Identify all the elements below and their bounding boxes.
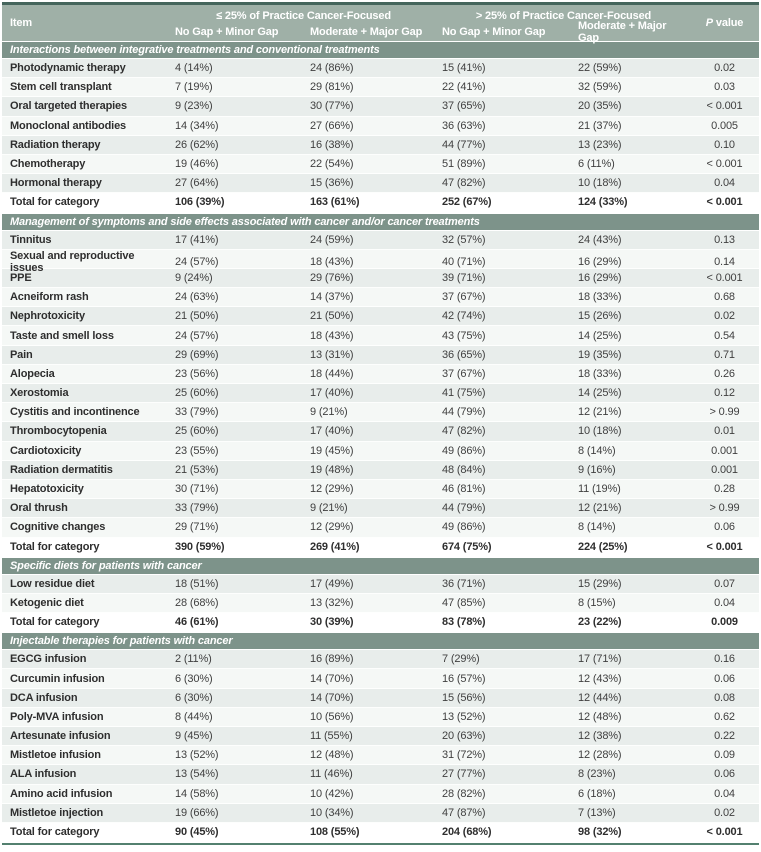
table-row [2, 650, 759, 669]
column-header-gt25-nogap: No Gap + Minor Gap [442, 26, 546, 38]
gt25-nogap-cell: 252 (67%) [442, 196, 492, 209]
gt25-modmajor-cell: 18 (33%) [578, 291, 622, 304]
gt25-modmajor-cell: 8 (14%) [578, 521, 616, 534]
le25-nogap-cell: 25 (60%) [175, 425, 219, 438]
gt25-modmajor-cell: 9 (16%) [578, 463, 616, 476]
le25-nogap-cell: 19 (66%) [175, 806, 219, 819]
le25-modmajor-cell: 269 (41%) [310, 540, 360, 553]
pvalue-cell: 0.001 [711, 444, 738, 457]
le25-nogap-cell: 13 (52%) [175, 749, 219, 762]
table-row [2, 765, 759, 784]
le25-nogap-cell: 27 (64%) [175, 177, 219, 190]
table-row [2, 499, 759, 518]
item-cell: PPE [10, 271, 32, 284]
pvalue-cell: 0.10 [714, 138, 735, 151]
le25-nogap-cell: 7 (19%) [175, 81, 213, 94]
table-row [2, 346, 759, 365]
gt25-modmajor-cell: 14 (25%) [578, 387, 622, 400]
pvalue-italic-p: P [705, 17, 713, 29]
table-row [2, 97, 759, 116]
le25-nogap-cell: 14 (58%) [175, 787, 219, 800]
gt25-modmajor-cell: 16 (29%) [578, 271, 622, 284]
table-row [2, 689, 759, 708]
table-row [2, 78, 759, 97]
item-cell: Oral thrush [10, 502, 68, 515]
pvalue-cell: < 0.001 [706, 100, 743, 113]
item-cell: EGCG infusion [10, 653, 87, 666]
le25-modmajor-cell: 9 (21%) [310, 406, 348, 419]
item-cell: Total for category [10, 540, 100, 553]
pvalue-cell: 0.06 [714, 672, 735, 685]
item-cell: Xerostomia [10, 387, 69, 400]
gt25-nogap-cell: 46 (81%) [442, 483, 486, 496]
le25-nogap-cell: 18 (51%) [175, 577, 219, 590]
item-cell: Chemotherapy [10, 158, 86, 171]
le25-modmajor-cell: 24 (86%) [310, 62, 354, 75]
le25-nogap-cell: 46 (61%) [175, 616, 219, 629]
pvalue-cell: 0.28 [714, 483, 735, 496]
le25-nogap-cell: 29 (71%) [175, 521, 219, 534]
le25-modmajor-cell: 14 (37%) [310, 291, 354, 304]
gt25-nogap-cell: 36 (71%) [442, 577, 486, 590]
item-cell: Radiation dermatitis [10, 463, 113, 476]
le25-modmajor-cell: 24 (59%) [310, 233, 354, 246]
pvalue-cell: 0.14 [714, 255, 735, 268]
table-row [2, 365, 759, 384]
le25-nogap-cell: 6 (30%) [175, 691, 213, 704]
column-header-item: Item [10, 17, 33, 29]
le25-modmajor-cell: 12 (29%) [310, 483, 354, 496]
item-cell: Total for category [10, 196, 100, 209]
pvalue-cell: 0.22 [714, 730, 735, 743]
le25-modmajor-cell: 19 (48%) [310, 463, 354, 476]
pvalue-cell: 0.13 [714, 233, 735, 246]
pvalue-cell: 0.02 [714, 806, 735, 819]
le25-modmajor-cell: 13 (32%) [310, 596, 354, 609]
gt25-nogap-cell: 15 (56%) [442, 691, 486, 704]
le25-nogap-cell: 9 (24%) [175, 271, 213, 284]
table-row [2, 613, 759, 632]
gt25-modmajor-cell: 12 (28%) [578, 749, 622, 762]
gt25-modmajor-cell: 15 (26%) [578, 310, 622, 323]
le25-modmajor-cell: 21 (50%) [310, 310, 354, 323]
gt25-modmajor-cell: 24 (43%) [578, 233, 622, 246]
le25-modmajor-cell: 10 (34%) [310, 806, 354, 819]
pvalue-cell: < 0.001 [706, 540, 743, 553]
pvalue-cell: 0.71 [714, 348, 735, 361]
table-row [2, 785, 759, 804]
le25-nogap-cell: 14 (34%) [175, 119, 219, 132]
pvalue-cell: 0.04 [714, 596, 735, 609]
le25-nogap-cell: 26 (62%) [175, 138, 219, 151]
item-cell: Nephrotoxicity [10, 310, 85, 323]
gt25-nogap-cell: 47 (87%) [442, 806, 486, 819]
gt25-nogap-cell: 49 (86%) [442, 444, 486, 457]
gt25-nogap-cell: 20 (63%) [442, 730, 486, 743]
column-header-le25-nogap: No Gap + Minor Gap [175, 26, 279, 38]
le25-modmajor-cell: 10 (42%) [310, 787, 354, 800]
le25-modmajor-cell: 11 (46%) [310, 768, 353, 781]
le25-nogap-cell: 21 (50%) [175, 310, 219, 323]
gt25-modmajor-cell: 11 (19%) [578, 483, 621, 496]
table-header [2, 5, 759, 44]
pvalue-cell: 0.09 [714, 749, 735, 762]
gt25-nogap-cell: 28 (82%) [442, 787, 486, 800]
le25-nogap-cell: 23 (56%) [175, 367, 219, 380]
le25-nogap-cell: 29 (69%) [175, 348, 219, 361]
pvalue-cell: 0.005 [711, 119, 738, 132]
table-row [2, 117, 759, 136]
table-row [2, 823, 759, 842]
le25-modmajor-cell: 22 (54%) [310, 158, 354, 171]
gt25-modmajor-cell: 10 (18%) [578, 177, 622, 190]
gt25-nogap-cell: 43 (75%) [442, 329, 486, 342]
le25-modmajor-cell: 16 (38%) [310, 138, 354, 151]
item-cell: Mistletoe infusion [10, 749, 101, 762]
le25-modmajor-cell: 11 (55%) [310, 730, 353, 743]
le25-modmajor-cell: 17 (40%) [310, 387, 354, 400]
table-row [2, 804, 759, 823]
gt25-nogap-cell: 47 (82%) [442, 425, 486, 438]
gt25-nogap-cell: 49 (86%) [442, 521, 486, 534]
le25-modmajor-cell: 29 (81%) [310, 81, 354, 94]
item-cell: ALA infusion [10, 768, 77, 781]
le25-modmajor-cell: 18 (43%) [310, 329, 354, 342]
item-cell: Cystitis and incontinence [10, 406, 140, 419]
gt25-modmajor-cell: 32 (59%) [578, 81, 622, 94]
le25-nogap-cell: 9 (23%) [175, 100, 213, 113]
section-header [2, 557, 759, 575]
le25-nogap-cell: 4 (14%) [175, 62, 213, 75]
gt25-modmajor-cell: 8 (23%) [578, 768, 616, 781]
pvalue-cell: 0.68 [714, 291, 735, 304]
gt25-nogap-cell: 39 (71%) [442, 271, 486, 284]
table-row [2, 326, 759, 345]
table-row [2, 288, 759, 307]
gt25-modmajor-cell: 16 (29%) [578, 255, 622, 268]
le25-nogap-cell: 33 (79%) [175, 502, 219, 515]
item-cell: Mistletoe injection [10, 806, 104, 819]
le25-nogap-cell: 19 (46%) [175, 158, 219, 171]
gt25-nogap-cell: 16 (57%) [442, 672, 486, 685]
le25-nogap-cell: 13 (54%) [175, 768, 219, 781]
pvalue-word: value [715, 17, 744, 29]
gt25-modmajor-cell: 12 (38%) [578, 730, 622, 743]
pvalue-cell: < 0.001 [706, 271, 743, 284]
le25-nogap-cell: 8 (44%) [175, 710, 213, 723]
pvalue-cell: < 0.001 [706, 196, 743, 209]
gt25-nogap-cell: 674 (75%) [442, 540, 492, 553]
gt25-nogap-cell: 37 (65%) [442, 100, 486, 113]
section-title: Injectable therapies for patients with cancer [10, 635, 233, 648]
item-cell: Artesunate infusion [10, 730, 111, 743]
le25-modmajor-cell: 30 (77%) [310, 100, 354, 113]
le25-modmajor-cell: 163 (61%) [310, 196, 360, 209]
gt25-nogap-cell: 44 (79%) [442, 406, 486, 419]
gt25-nogap-cell: 36 (63%) [442, 119, 486, 132]
gt25-nogap-cell: 47 (85%) [442, 596, 486, 609]
le25-nogap-cell: 24 (63%) [175, 291, 219, 304]
pvalue-cell: 0.02 [714, 310, 735, 323]
item-cell: Monoclonal antibodies [10, 119, 127, 132]
item-cell: Ketogenic diet [10, 596, 84, 609]
table-row [2, 231, 759, 250]
item-cell: Radiation therapy [10, 138, 101, 151]
gt25-modmajor-cell: 18 (33%) [578, 367, 622, 380]
gt25-modmajor-cell: 12 (44%) [578, 691, 622, 704]
gt25-modmajor-cell: 13 (23%) [578, 138, 622, 151]
item-cell: Taste and smell loss [10, 329, 114, 342]
table-row [2, 384, 759, 403]
gt25-nogap-cell: 7 (29%) [442, 653, 480, 666]
gt25-modmajor-cell: 17 (71%) [578, 653, 622, 666]
le25-modmajor-cell: 9 (21%) [310, 502, 348, 515]
table-row [2, 461, 759, 480]
item-cell: Alopecia [10, 367, 55, 380]
le25-modmajor-cell: 108 (55%) [310, 826, 360, 839]
gt25-modmajor-cell: 14 (25%) [578, 329, 622, 342]
gt25-modmajor-cell: 224 (25%) [578, 540, 628, 553]
gt25-nogap-cell: 41 (75%) [442, 387, 486, 400]
le25-nogap-cell: 9 (45%) [175, 730, 213, 743]
le25-modmajor-cell: 13 (31%) [310, 348, 354, 361]
table-row [2, 269, 759, 288]
item-cell: Tinnitus [10, 233, 52, 246]
item-cell: Thrombocytopenia [10, 425, 107, 438]
pvalue-cell: > 0.99 [709, 406, 740, 419]
le25-modmajor-cell: 14 (70%) [310, 672, 354, 685]
pvalue-cell: 0.26 [714, 367, 735, 380]
gt25-modmajor-cell: 12 (21%) [578, 406, 622, 419]
pvalue-cell: 0.04 [714, 787, 735, 800]
item-cell: Stem cell transplant [10, 81, 112, 94]
gt25-modmajor-cell: 15 (29%) [578, 577, 622, 590]
table-row [2, 480, 759, 499]
gt25-modmajor-cell: 8 (14%) [578, 444, 616, 457]
item-cell: Photodynamic therapy [10, 62, 126, 75]
gt25-nogap-cell: 44 (77%) [442, 138, 486, 151]
le25-nogap-cell: 28 (68%) [175, 596, 219, 609]
gt25-nogap-cell: 51 (89%) [442, 158, 486, 171]
item-cell: DCA infusion [10, 691, 78, 704]
item-cell: Sexual and reproductive issues [10, 249, 135, 274]
gt25-modmajor-cell: 10 (18%) [578, 425, 622, 438]
table-row [2, 249, 759, 274]
table-row [2, 746, 759, 765]
pvalue-cell: 0.02 [714, 62, 735, 75]
gt25-nogap-cell: 37 (67%) [442, 367, 486, 380]
table-bottom-rule [2, 843, 759, 845]
pvalue-cell: < 0.001 [706, 158, 743, 171]
le25-modmajor-cell: 12 (48%) [310, 749, 354, 762]
gt25-nogap-cell: 36 (65%) [442, 348, 486, 361]
le25-modmajor-cell: 10 (56%) [310, 710, 354, 723]
item-cell: Cognitive changes [10, 521, 106, 534]
item-cell: Total for category [10, 826, 100, 839]
le25-modmajor-cell: 16 (89%) [310, 653, 354, 666]
le25-nogap-cell: 25 (60%) [175, 387, 219, 400]
gt25-modmajor-cell: 8 (15%) [578, 596, 616, 609]
gt25-modmajor-cell: 12 (21%) [578, 502, 622, 515]
item-cell: Poly-MVA infusion [10, 710, 104, 723]
gt25-modmajor-cell: 12 (43%) [578, 672, 622, 685]
table-row [2, 708, 759, 727]
gt25-nogap-cell: 47 (82%) [442, 177, 486, 190]
gt25-modmajor-cell: 6 (18%) [578, 787, 616, 800]
table-row [2, 307, 759, 326]
le25-modmajor-cell: 17 (40%) [310, 425, 354, 438]
table-row [2, 575, 759, 594]
gt25-modmajor-cell: 21 (37%) [578, 119, 622, 132]
item-cell: Curcumin infusion [10, 672, 105, 685]
le25-nogap-cell: 2 (11%) [175, 653, 212, 666]
pvalue-cell: 0.62 [714, 710, 735, 723]
gt25-modmajor-cell: 7 (13%) [578, 806, 616, 819]
table-row [2, 59, 759, 78]
pvalue-cell: 0.01 [714, 425, 735, 438]
gt25-nogap-cell: 83 (78%) [442, 616, 486, 629]
table-row [2, 174, 759, 193]
column-header-pvalue [690, 17, 759, 29]
le25-nogap-cell: 90 (45%) [175, 826, 219, 839]
le25-modmajor-cell: 27 (66%) [310, 119, 354, 132]
pvalue-cell: 0.07 [714, 577, 735, 590]
le25-nogap-cell: 21 (53%) [175, 463, 219, 476]
le25-nogap-cell: 17 (41%) [175, 233, 219, 246]
item-cell: Amino acid infusion [10, 787, 113, 800]
le25-nogap-cell: 24 (57%) [175, 329, 219, 342]
pvalue-cell: < 0.001 [706, 826, 743, 839]
item-cell: Hepatotoxicity [10, 483, 84, 496]
le25-modmajor-cell: 18 (44%) [310, 367, 354, 380]
item-cell: Low residue diet [10, 577, 95, 590]
gt25-modmajor-cell: 12 (48%) [578, 710, 622, 723]
table-row [2, 538, 759, 557]
pvalue-cell: 0.08 [714, 691, 735, 704]
table-row [2, 136, 759, 155]
le25-nogap-cell: 24 (57%) [175, 255, 219, 268]
le25-nogap-cell: 6 (30%) [175, 672, 213, 685]
section-title: Interactions between integrative treatments and conventional treatments [10, 44, 380, 56]
le25-nogap-cell: 106 (39%) [175, 196, 225, 209]
section-header [2, 213, 759, 231]
gt25-nogap-cell: 37 (67%) [442, 291, 486, 304]
le25-nogap-cell: 390 (59%) [175, 540, 225, 553]
item-cell: Pain [10, 348, 33, 361]
item-cell: Cardiotoxicity [10, 444, 82, 457]
gt25-nogap-cell: 204 (68%) [442, 826, 492, 839]
pvalue-cell: 0.04 [714, 177, 735, 190]
le25-nogap-cell: 33 (79%) [175, 406, 219, 419]
le25-modmajor-cell: 14 (70%) [310, 691, 354, 704]
table-row [2, 155, 759, 174]
le25-modmajor-cell: 29 (76%) [310, 271, 354, 284]
le25-modmajor-cell: 30 (39%) [310, 616, 354, 629]
column-header-gt25-modmajor: Moderate + Major Gap [578, 20, 667, 44]
le25-modmajor-cell: 15 (36%) [310, 177, 354, 190]
section-header [2, 632, 759, 650]
gt25-nogap-cell: 32 (57%) [442, 233, 486, 246]
table-row [2, 442, 759, 461]
table-row [2, 193, 759, 212]
item-cell: Total for category [10, 616, 100, 629]
gt25-nogap-cell: 15 (41%) [442, 62, 486, 75]
item-cell: Acneiform rash [10, 291, 89, 304]
column-group-gt25-practice: > 25% of Practice Cancer-Focused [475, 10, 652, 22]
column-group-le25-practice: ≤ 25% of Practice Cancer-Focused [216, 10, 391, 22]
le25-modmajor-cell: 17 (49%) [310, 577, 354, 590]
gt25-modmajor-cell: 124 (33%) [578, 196, 628, 209]
item-cell: Hormonal therapy [10, 177, 102, 190]
pvalue-cell: 0.001 [711, 463, 738, 476]
pvalue-cell: 0.06 [714, 768, 735, 781]
section-title: Specific diets for patients with cancer [10, 559, 202, 572]
gt25-nogap-cell: 31 (72%) [442, 749, 486, 762]
table-body [2, 41, 759, 842]
pvalue-cell: 0.03 [714, 81, 735, 94]
gt25-nogap-cell: 22 (41%) [442, 81, 486, 94]
gt25-nogap-cell: 40 (71%) [442, 255, 486, 268]
pvalue-cell: 0.009 [711, 616, 738, 629]
le25-nogap-cell: 23 (55%) [175, 444, 219, 457]
table-row [2, 422, 759, 441]
table-row [2, 518, 759, 537]
table-row [2, 594, 759, 613]
le25-modmajor-cell: 12 (29%) [310, 521, 354, 534]
gt25-nogap-cell: 44 (79%) [442, 502, 486, 515]
table-row [2, 669, 759, 688]
section-title: Management of symptoms and side effects associated with cancer and/or cancer treatments [10, 215, 480, 228]
le25-modmajor-cell: 18 (43%) [310, 255, 354, 268]
le25-nogap-cell: 30 (71%) [175, 483, 219, 496]
item-cell: Oral targeted therapies [10, 100, 127, 113]
gt25-modmajor-cell: 20 (35%) [578, 100, 622, 113]
gt25-modmajor-cell: 19 (35%) [578, 348, 622, 361]
gt25-modmajor-cell: 22 (59%) [578, 62, 622, 75]
pvalue-cell: 0.12 [714, 387, 735, 400]
table-row [2, 403, 759, 422]
column-header-le25-modmajor: Moderate + Major Gap [310, 26, 423, 38]
results-table [2, 2, 759, 845]
pvalue-cell: 0.06 [714, 521, 735, 534]
pvalue-cell: > 0.99 [709, 502, 740, 515]
gt25-nogap-cell: 48 (84%) [442, 463, 486, 476]
pvalue-cell: 0.16 [714, 653, 735, 666]
table-row [2, 727, 759, 746]
gt25-nogap-cell: 13 (52%) [442, 710, 486, 723]
le25-modmajor-cell: 19 (45%) [310, 444, 354, 457]
gt25-modmajor-cell: 23 (22%) [578, 616, 622, 629]
gt25-modmajor-cell: 98 (32%) [578, 826, 622, 839]
gt25-nogap-cell: 42 (74%) [442, 310, 486, 323]
pvalue-cell: 0.54 [714, 329, 735, 342]
gt25-nogap-cell: 27 (77%) [442, 768, 486, 781]
gt25-modmajor-cell: 6 (11%) [578, 158, 615, 171]
